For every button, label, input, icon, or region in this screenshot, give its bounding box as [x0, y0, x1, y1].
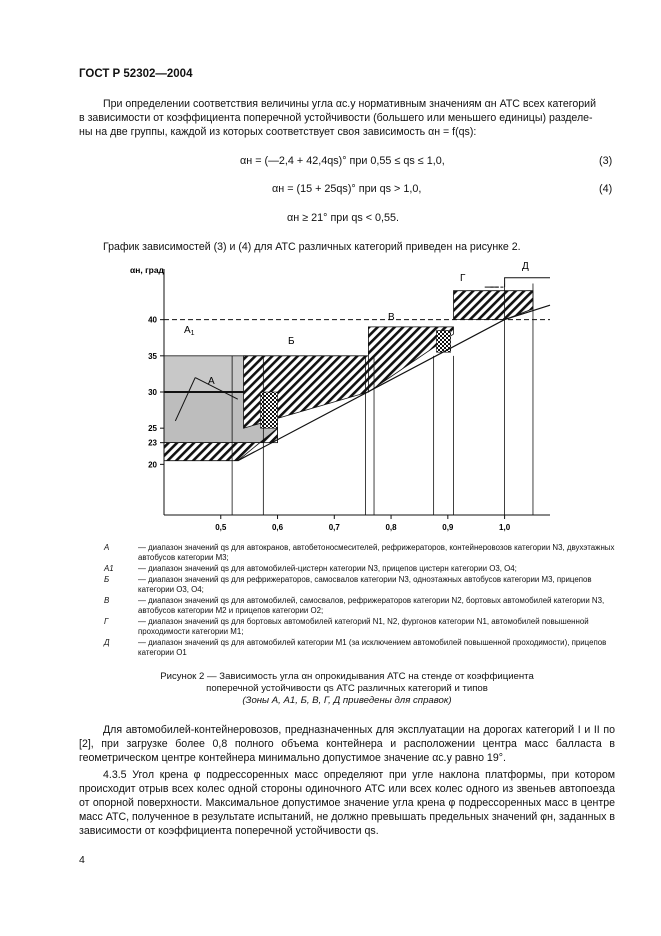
- legend-text-a: — диапазон значений qs для автокранов, автобетоносмесителей, рефрижераторов, контейнеровозов категории N3, двухэтажных автобусов категории M3;: [138, 543, 615, 562]
- formula-3-number: (3): [599, 155, 613, 167]
- page-number: 4: [79, 854, 85, 866]
- x-tick-label: 0,8: [385, 523, 397, 532]
- legend-row-g: [104, 617, 618, 637]
- y-tick-label: 23: [148, 438, 157, 448]
- intro-paragraph: [79, 97, 615, 139]
- y-tick-label: 35: [148, 351, 157, 361]
- zone-label-a1: [184, 325, 195, 337]
- legend-key-a1: А1: [104, 564, 114, 573]
- zone-label-g: Г: [460, 273, 466, 284]
- legend-text-a1: — диапазон значений qs для автомобилей-цистерн категории N3, прицепов цистерн категории О3, О4;: [138, 564, 517, 573]
- intro-line-1: При определении соответствия величины угла αс.у нормативным значениям αн АТС всех категорий: [103, 98, 596, 110]
- x-tick-label: 1,0: [499, 523, 511, 532]
- legend-text-d: — диапазон значений qs для автомобилей категории M1 (за исключением автомобилей повышенной проходимости), прицепов категории О1: [138, 638, 607, 657]
- x-tick-label: 0,6: [271, 523, 284, 532]
- zone-label-v: В: [388, 312, 395, 323]
- chart-intro: График зависимостей (3) и (4) для АТС различных категорий приведен на рисунке 2.: [103, 241, 521, 253]
- chart-zones: [164, 291, 550, 461]
- formula-4-number: (4): [599, 183, 613, 195]
- caption-line-1: Рисунок 2 — Зависимость угла αн опрокидывания АТС на стенде от коэффициента: [160, 671, 534, 682]
- legend-text-g: — диапазон значений qs для бортовых автомобилей категорий N1, N2, фургонов категории N1, автомобилей повышенной проходимости категории M1;: [138, 617, 589, 636]
- formula-4: αн = (15 + 25qs)° при qs > 1,0,: [272, 183, 422, 195]
- document-header: ГОСТ Р 52302—2004: [79, 68, 193, 80]
- legend-row-d: [104, 638, 618, 658]
- y-tick-label: 20: [148, 460, 157, 470]
- figure-legend: [104, 543, 618, 659]
- legend-row-a: [104, 543, 618, 563]
- legend-key-d: Д: [104, 638, 110, 647]
- zone-g-area: [454, 291, 534, 320]
- zone-label-b: Б: [288, 336, 295, 347]
- formula-5: αн ≥ 21° при qs < 0,55.: [287, 212, 400, 224]
- zone-label-a1-main: А: [184, 325, 191, 336]
- y-tick-label: 30: [148, 388, 157, 397]
- zone-label-a: А: [208, 376, 215, 387]
- section-4-3-5: 4.3.5 Угол крена φ подрессоренных масс определяют при угле наклона платформы, при котором происходит отрыв всех колес одной стороны одиночного АТС или всех колес одного из звеньев автопоезда от опорной поверхности. Максимальное допустимое значение угла крена φ подрессоренных масс в центре масс АТС, полученное в результате испытаний, не должно превышать предельных значений φн, заданных в зависимости от коэффициента поперечной устойчивости qs.: [79, 769, 615, 837]
- legend-row-b: [104, 575, 618, 595]
- container-paragraph: Для автомобилей-контейнеровозов, предназначенных для эксплуатации на дорогах категорий I и II по [2], при загрузке более 0,8 полного объема контейнера и расположении центра масс балласта в геометрическом центре контейнера минимально допустимое значение αс.у равно 19°.: [79, 724, 615, 764]
- figure-caption: [79, 671, 615, 707]
- y-tick-label: 25: [148, 424, 157, 434]
- legend-key-a: А: [104, 543, 110, 552]
- legend-key-g: Г: [104, 617, 109, 626]
- intro-line-2: в зависимости от коэффициента поперечной устойчивости (большего или меньшего единицы) разделе-: [79, 112, 593, 124]
- legend-text-v: — диапазон значений qs для автомобилей, самосвалов, рефрижераторов категории N2, бортовых автомобилей категории N3, автобусов категории M2 и прицепов категории О2;: [138, 596, 605, 615]
- x-tick-label: 0,9: [442, 523, 454, 532]
- y-tick-label: 40: [148, 315, 157, 325]
- legend-key-b: Б: [104, 575, 110, 584]
- x-tick-label: 0,7: [328, 523, 340, 532]
- zone-d-bracket: [505, 278, 550, 287]
- caption-line-2: поперечной устойчивости qs АТС различных категорий и типов: [206, 683, 488, 694]
- legend-text-b: — диапазон значений qs для рефрижераторов, самосвалов категории N3, одноэтажных автобусов категории M3, прицепов категории О3, О4;: [138, 575, 592, 594]
- legend-key-v: В: [104, 596, 110, 605]
- legend-row-v: [104, 596, 618, 616]
- y-axis-label: αн, град: [130, 265, 164, 275]
- figure-2-chart: [100, 255, 560, 533]
- zone-label-d: Д: [522, 261, 529, 272]
- formula-3: αн = (—2,4 + 42,4qs)° при 0,55 ≤ qs ≤ 1,0,: [240, 155, 445, 167]
- x-tick-label: 0,5: [215, 523, 227, 532]
- intro-line-3: ны на две группы, каждой из которых соответствует своя зависимость αн = f(qs):: [79, 126, 477, 138]
- zone-label-a1-sub: 1: [190, 330, 195, 337]
- caption-line-3: (Зоны А, А1, Б, В, Г, Д приведены для справок): [242, 695, 452, 706]
- legend-row-a1: [104, 564, 618, 574]
